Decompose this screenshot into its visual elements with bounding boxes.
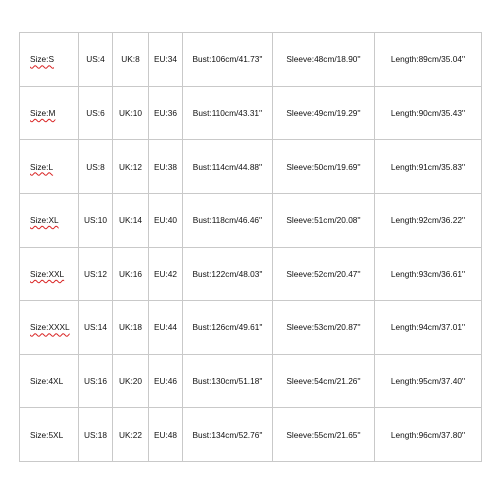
table-row — [20, 140, 482, 194]
sleeve-cell: Sleeve:51cm/20.08'' — [273, 193, 375, 247]
eu-size-cell: EU:46 — [149, 354, 183, 408]
size-label: Size:XXL — [30, 268, 65, 279]
sleeve-cell: Sleeve:48cm/18.90'' — [273, 33, 375, 87]
eu-size-cell: EU:34 — [149, 33, 183, 87]
size-chart-table — [19, 32, 482, 462]
eu-size-cell: EU:36 — [149, 86, 183, 140]
sleeve-cell: Sleeve:53cm/20.87'' — [273, 301, 375, 355]
eu-size-cell: EU:48 — [149, 408, 183, 462]
uk-size-cell: UK:8 — [113, 33, 149, 87]
uk-size-cell: UK:10 — [113, 86, 149, 140]
length-cell: Length:89cm/35.04'' — [375, 33, 482, 87]
sleeve-cell: Sleeve:52cm/20.47'' — [273, 247, 375, 301]
us-size-cell: US:12 — [79, 247, 113, 301]
bust-cell: Bust:122cm/48.03'' — [183, 247, 273, 301]
bust-cell: Bust:106cm/41.73'' — [183, 33, 273, 87]
table-row — [20, 354, 482, 408]
us-size-cell: US:6 — [79, 86, 113, 140]
length-cell: Length:93cm/36.61'' — [375, 247, 482, 301]
table-row — [20, 193, 482, 247]
sleeve-cell: Sleeve:55cm/21.65'' — [273, 408, 375, 462]
us-size-cell: US:4 — [79, 33, 113, 87]
eu-size-cell: EU:42 — [149, 247, 183, 301]
length-cell: Length:95cm/37.40'' — [375, 354, 482, 408]
size-label: Size:M — [30, 107, 56, 118]
table-row — [20, 33, 482, 87]
size-cell — [20, 301, 79, 355]
bust-cell: Bust:114cm/44.88'' — [183, 140, 273, 194]
length-cell: Length:96cm/37.80'' — [375, 408, 482, 462]
bust-cell: Bust:130cm/51.18'' — [183, 354, 273, 408]
eu-size-cell: EU:40 — [149, 193, 183, 247]
table-row — [20, 247, 482, 301]
eu-size-cell: EU:44 — [149, 301, 183, 355]
us-size-cell: US:8 — [79, 140, 113, 194]
uk-size-cell: UK:20 — [113, 354, 149, 408]
size-label: Size:4XL — [30, 376, 64, 387]
uk-size-cell: UK:14 — [113, 193, 149, 247]
size-chart-body — [20, 33, 482, 462]
us-size-cell: US:18 — [79, 408, 113, 462]
table-row — [20, 408, 482, 462]
size-label: Size:L — [30, 161, 54, 172]
size-cell — [20, 33, 79, 87]
bust-cell: Bust:110cm/43.31'' — [183, 86, 273, 140]
size-label: Size:XXXL — [30, 322, 70, 333]
uk-size-cell: UK:16 — [113, 247, 149, 301]
us-size-cell: US:14 — [79, 301, 113, 355]
sleeve-cell: Sleeve:49cm/19.29'' — [273, 86, 375, 140]
size-cell — [20, 247, 79, 301]
uk-size-cell: UK:12 — [113, 140, 149, 194]
length-cell: Length:92cm/36.22'' — [375, 193, 482, 247]
uk-size-cell: UK:22 — [113, 408, 149, 462]
size-cell — [20, 86, 79, 140]
size-label: Size:5XL — [30, 429, 64, 440]
size-label: Size:S — [30, 54, 54, 65]
size-cell — [20, 193, 79, 247]
us-size-cell: US:16 — [79, 354, 113, 408]
length-cell: Length:91cm/35.83'' — [375, 140, 482, 194]
uk-size-cell: UK:18 — [113, 301, 149, 355]
eu-size-cell: EU:38 — [149, 140, 183, 194]
us-size-cell: US:10 — [79, 193, 113, 247]
size-cell — [20, 354, 79, 408]
sleeve-cell: Sleeve:54cm/21.26'' — [273, 354, 375, 408]
table-row — [20, 86, 482, 140]
sleeve-cell: Sleeve:50cm/19.69'' — [273, 140, 375, 194]
bust-cell: Bust:134cm/52.76'' — [183, 408, 273, 462]
bust-cell: Bust:118cm/46.46'' — [183, 193, 273, 247]
size-label: Size:XL — [30, 215, 59, 226]
size-cell — [20, 140, 79, 194]
bust-cell: Bust:126cm/49.61'' — [183, 301, 273, 355]
length-cell: Length:90cm/35.43'' — [375, 86, 482, 140]
size-cell — [20, 408, 79, 462]
length-cell: Length:94cm/37.01'' — [375, 301, 482, 355]
table-row — [20, 301, 482, 355]
